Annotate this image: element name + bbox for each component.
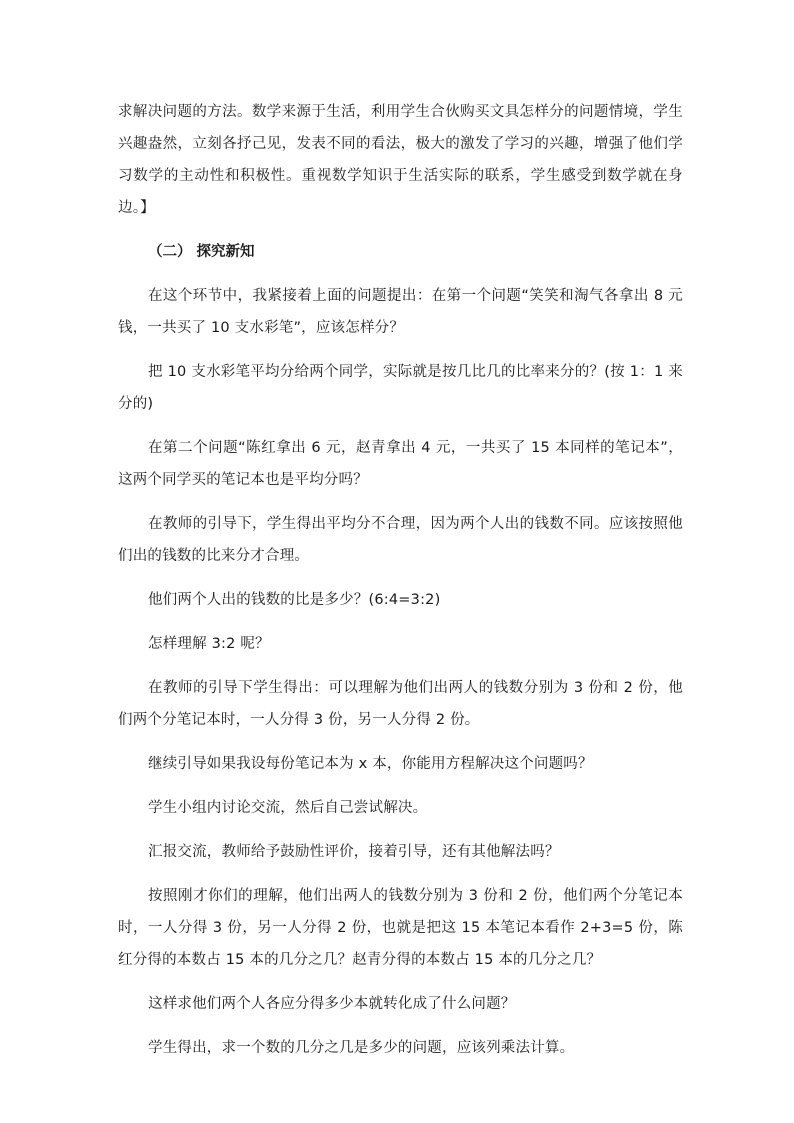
intro-paragraph: 求解决问题的方法。数学来源于生活，利用学生合伙购买文具怎样分的问题情境，学生兴趣盎然，立刻各抒己见，发表不同的看法，极大的激发了学习的兴趣，增强了他们学习数学的主动性和积极性。重视数学知识于生活实际的联系，学生感受到数学就在身边。】 (118, 104, 683, 216)
paragraph-10: 汇报交流，教师给予鼓励性评价，接着引导，还有其他解法吗？ (148, 844, 560, 860)
paragraph-8: 继续引导如果我设每份笔记本为 x 本，你能用方程解决这个问题吗？ (148, 756, 593, 772)
paragraph-13: 学生得出，求一个数的几分之几是多少的问题，应该列乘法计算。 (148, 1040, 575, 1056)
paragraph-6: 怎样理解 3:2 呢？ (148, 636, 270, 652)
document-body (118, 96, 683, 1064)
paragraph-1: 在这个环节中，我紧接着上面的问题提出：在第一个问题“笑笑和淘气各拿出 8 元钱，一共买了 10 支水彩笔”，应该怎样分？ (118, 288, 683, 336)
paragraph-11: 按照刚才你们的理解，他们出两人的钱数分别为 3 份和 2 份，他们两个分笔记本时，一人分得 3 份，另一人分得 2 份，也就是把这 15 本笔记本看作 2+3=5 份，陈红分得的本数占 15 本的几分之几？赵青分得的本数占 15 本的几分之几？ (118, 888, 683, 968)
paragraph-5: 他们两个人出的钱数的比是多少？(6:4=3:2) (148, 592, 441, 608)
paragraph-7: 在教师的引导下学生得出：可以理解为他们出两人的钱数分别为 3 份和 2 份，他们两个分笔记本时，一人分得 3 份，另一人分得 2 份。 (118, 680, 683, 728)
section-heading: （二） 探究新知 (148, 244, 255, 260)
paragraph-3: 在第二个问题“陈红拿出 6 元，赵青拿出 4 元，一共买了 15 本同样的笔记本”，这两个同学买的笔记本也是平均分吗？ (118, 440, 683, 488)
paragraph-4: 在教师的引导下，学生得出平均分不合理，因为两个人出的钱数不同。应该按照他们出的钱数的比来分才合理。 (118, 516, 683, 564)
paragraph-2: 把 10 支水彩笔平均分给两个同学，实际就是按几比几的比率来分的？(按 1：1 来分的) (118, 364, 683, 412)
paragraph-9: 学生小组内讨论交流，然后自己尝试解决。 (148, 800, 428, 816)
paragraph-12: 这样求他们两个人各应分得多少本就转化成了什么问题？ (148, 996, 516, 1012)
